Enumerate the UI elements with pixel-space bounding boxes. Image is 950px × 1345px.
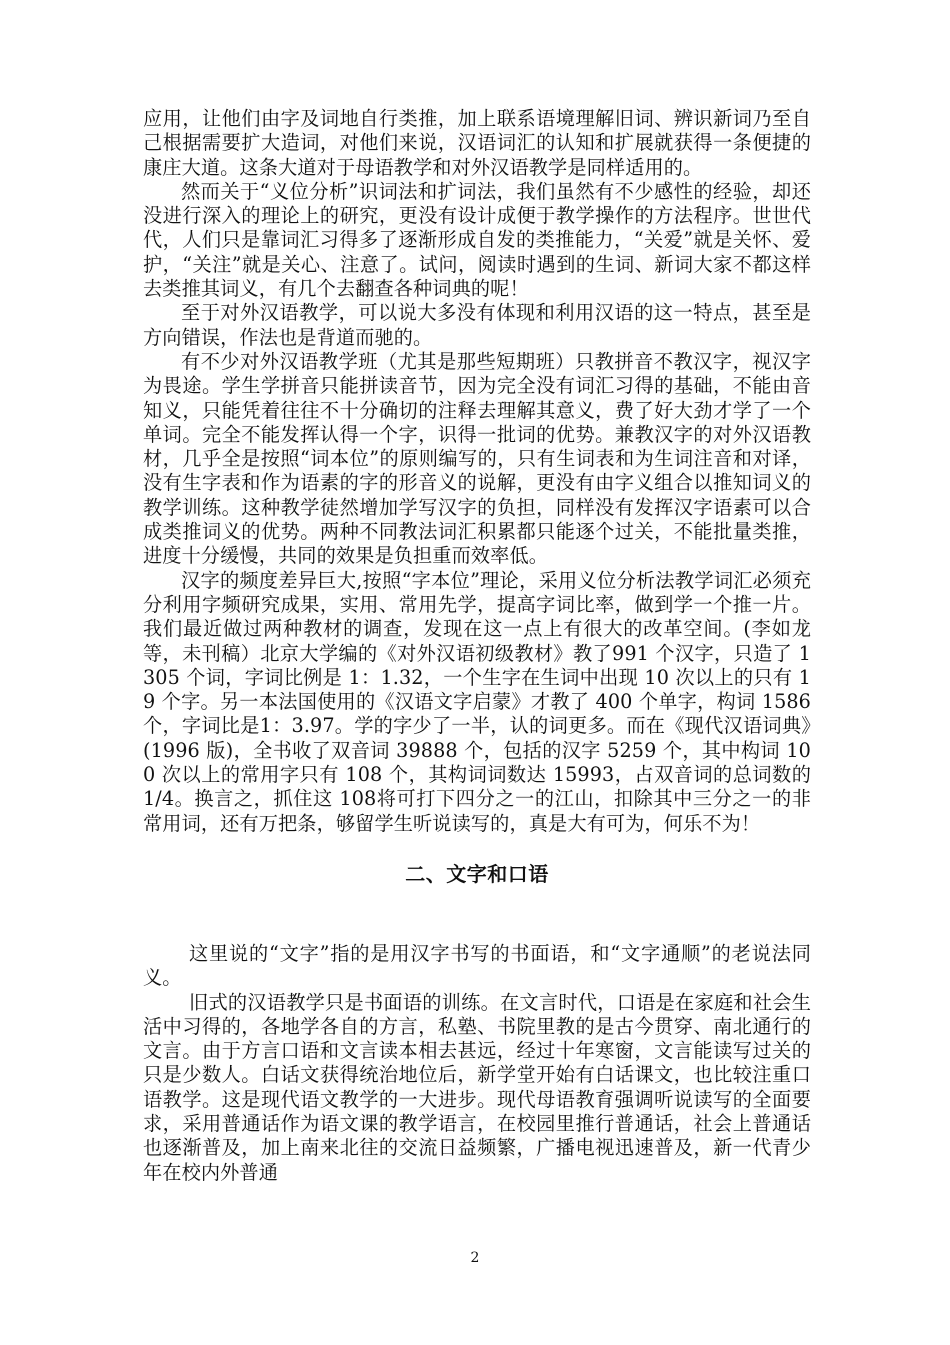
paragraph-foreign-teaching: 至于对外汉语教学，可以说大多没有体现和利用汉语的这一特点，甚至是方向错误，作法也是背道而驰的。 bbox=[143, 301, 811, 349]
paragraph-semantic-analysis: 然而关于“义位分析”识词法和扩词法，我们虽然有不少感性的经验，却还没进行深入的理论上的研究，更没有设计成便于教学操作的方法程序。世世代代，人们只是靠词汇习得多了逐渐形成自发的类推能力，“关爱”就是关怀、爱护，“关注”就是关心、注意了。试问，阅读时遇到的生词、新词大家不都这样去类推其词义，有几个去翻查各种词典的呢！ bbox=[143, 179, 811, 301]
page-number: 2 bbox=[470, 1250, 480, 1266]
section-heading: 二、文字和口语 bbox=[405, 861, 549, 886]
paragraph-continuation: 应用，让他们由字及词地自行类推，加上联系语境理解旧词、辨识新词乃至自己根据需要扩大造词，对他们来说，汉语词汇的认知和扩展就获得一条便捷的康庄大道。这条大道对于母语教学和对外汉语教学是同样适用的。 bbox=[143, 107, 811, 179]
paragraph-character-frequency: 汉字的频度差异巨大,按照“字本位”理论，采用义位分析法教学词汇必须充分利用字频研究成果，实用、常用先学，提高字词比率，做到学一个推一片。我们最近做过两种教材的调查，发现在这一点上有很大的改革空间。(李如龙等，未刊稿）北京大学编的《对外汉语初级教材》教了991 个汉字，只造了 1305 个词，字词比例是 1：1.32，一个生字在生词中出现 10 次以上的只有 19 个字。另一本法国使用的《汉语文字启蒙》才教了 400 个单字，构词 1586 个，字词比是1：3.97。学的字少了一半，认的词更多。而在《现代汉语词典》(1996 版)，全书收了双音词 39888 个，包括的汉字 5259 个，其中构词 100 次以上的常用字只有 108 个，其构词词数达 15993，占双音词的总词数的 1/4。换言之，抓住这 108将可打下四分之一的江山，扣除其中三分之一的非常用词，还有万把条，够留学生听说读写的，真是大有可为，何乐不为！ bbox=[143, 568, 811, 835]
paragraph-written-language-definition: 这里说的“文字”指的是用汉字书写的书面语，和“文字通顺”的老说法同义。 bbox=[143, 941, 811, 990]
paragraph-old-style-teaching: 旧式的汉语教学只是书面语的训练。在文言时代，口语是在家庭和社会生活中习得的，各地学各自的方言，私塾、书院里教的是古今贯穿、南北通行的文言。由于方言口语和文言读本相去甚远，经过十年寒窗，文言能读写过关的只是少数人。白话文获得统治地位后，新学堂开始有白话课文，也比较注重口语教学。这是现代语文教学的一大进步。现代母语教育强调听说读写的全面要求，采用普通话作为语文课的教学语言，在校园里推行普通话，社会上普通话也逐渐普及，加上南来北往的交流日益频繁，广播电视迅速普及，新一代青少年在校内外普通 bbox=[143, 990, 811, 1184]
paragraph-pinyin-classes: 有不少对外汉语教学班（尤其是那些短期班）只教拼音不教汉字，视汉字为畏途。学生学拼音只能拼读音节，因为完全没有词汇习得的基础，不能由音知义，只能凭着往往不十分确切的注释去理解其意义，费了好大劲才学了一个单词。完全不能发挥认得一个字，识得一批词的优势。兼教汉字的对外汉语教材，几乎全是按照“词本位”的原则编写的，只有生词表和为生词注音和对译，没有生字表和作为语素的字的形音义的说解，更没有由字义组合以推知词义的教学训练。这种教学徒然增加学写汉字的负担，同样没有发挥汉字语素可以合成类推词义的优势。两种不同教法词汇积累都只能逐个过关，不能批量类推，进度十分缓慢，共同的效果是负担重而效率低。 bbox=[143, 349, 811, 568]
document-page bbox=[143, 107, 811, 1185]
section-body bbox=[143, 942, 811, 1185]
